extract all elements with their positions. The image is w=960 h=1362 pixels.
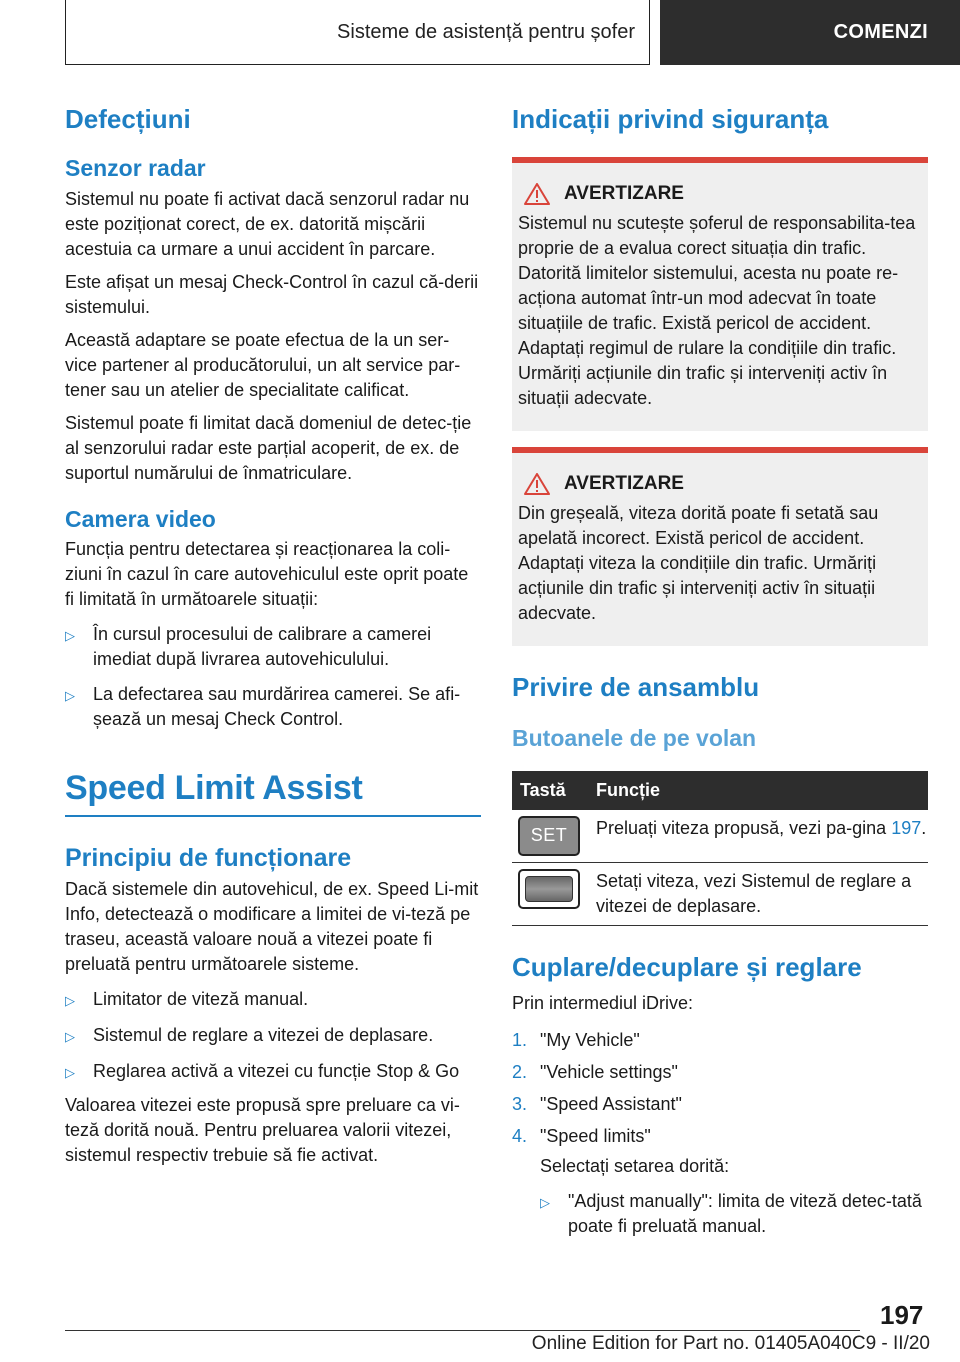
radar-paragraph-4: Sistemul poate fi limitat dacă domeniul de detec-ție al senzorului radar este parțial acoperit, de ex. de suportul numărului de înmatriculare. xyxy=(65,412,472,483)
list-item: 2. "Vehicle settings" xyxy=(512,1062,678,1083)
triangle-bullet-icon: ▷ xyxy=(65,628,75,644)
radar-heading: Senzor radar xyxy=(65,155,206,182)
list-item: 1. "My Vehicle" xyxy=(512,1030,640,1051)
list-item: ▷ Sistemul de reglare a vitezei de deplasare. xyxy=(65,1023,481,1049)
warning-triangle-icon xyxy=(524,183,550,205)
warning-header xyxy=(518,473,922,495)
list-item: ▷ La defectarea sau murdărirea camerei. Se afi-șează un mesaj Check Control. xyxy=(65,682,481,732)
page-link[interactable]: 197 xyxy=(891,817,922,838)
set-button-icon: SET xyxy=(518,816,580,856)
safety-heading: Indicații privind siguranța xyxy=(512,104,829,134)
warning-label: AVERTIZARE xyxy=(564,183,684,205)
warning-box xyxy=(512,447,928,646)
triangle-bullet-icon: ▷ xyxy=(540,1195,550,1211)
list-item: ▷ Limitator de viteză manual. xyxy=(65,987,481,1013)
table-header-key: Tastă xyxy=(512,771,588,810)
warning-box xyxy=(512,157,928,431)
right-column xyxy=(512,100,928,1239)
warning-text: Din greșeală, viteza dorită poate fi setată sau apelată incorect. Există pericol de accident. Adaptați viteza la condițiile din trafic. Urmăriți acțiunile din trafic și interveniți activ în situații adecvate. xyxy=(518,503,879,624)
table-row xyxy=(512,810,928,863)
warning-label: AVERTIZARE xyxy=(564,473,684,495)
principle-paragraph-2: Valoarea vitezei este propusă spre preluare ca vi-teză dorită nouă. Pentru preluarea valorii vitezei, sistemul respectiv trebuie să fie activat. xyxy=(65,1095,460,1166)
idrive-intro: Prin intermediul iDrive: xyxy=(512,993,694,1014)
list-item: 4. "Speed limits" xyxy=(512,1126,651,1147)
header-chapter-label: COMENZI xyxy=(833,21,928,43)
table-cell-function: Preluați viteza propusă, vezi pa-gina 197. xyxy=(588,810,928,863)
overview-heading: Privire de ansamblu xyxy=(512,672,760,703)
table-cell-function: Setați viteza, vezi Sistemul de reglare a vitezei de deplasare. xyxy=(588,862,928,925)
radar-paragraph-1: Sistemul nu poate fi activat dacă senzorul radar nu este poziționat corect, de ex. datorită mișcării acestuia ca urmare a unui accident în parcare. xyxy=(65,188,470,259)
buttons-heading: Butoanele de pe volan xyxy=(512,725,757,752)
left-column xyxy=(65,100,481,1168)
footer-edition: Online Edition for Part no. 01405A040C9 - II/20 xyxy=(531,1333,930,1354)
speed-limit-assist-heading: Speed Limit Assist xyxy=(65,769,363,808)
triangle-bullet-icon: ▷ xyxy=(65,688,75,704)
footer-rule xyxy=(65,1330,860,1331)
warning-text: Sistemul nu scutește șoferul de responsabilita-tea proprie de a evalua corect situația din trafic. Datorită limitelor sistemului, acesta nu poate re-acționa automat într-un mod adecvat în toate situațiile de trafic. Există pericol de accident. Adaptați regimul de rulare la condițiile din trafic. Urmăriți acțiunile din trafic și interveniți activ în situații adecvate. xyxy=(518,213,916,409)
page-number: 197 xyxy=(880,1300,924,1330)
triangle-bullet-icon: ▷ xyxy=(65,993,75,1009)
buttons-table xyxy=(512,771,928,926)
camera-heading: Camera video xyxy=(65,505,216,532)
list-item: ▷ Reglarea activă a vitezei cu funcție Stop & Go xyxy=(65,1059,481,1085)
list-item: ▷ "Adjust manually": limita de viteză detec-tată poate fi preluată manual. xyxy=(512,1189,928,1239)
header-chapter-tab xyxy=(660,0,960,65)
rocker-switch-icon xyxy=(518,869,580,909)
camera-paragraph: Funcția pentru detectarea și reacționarea la coli-ziuni în cazul în care autovehiculul este oprit poate fi limitată în următoarele situații: xyxy=(65,539,469,610)
triangle-bullet-icon: ▷ xyxy=(65,1065,75,1081)
list-item: ▷ În cursul procesului de calibrare a camerei imediat după livrarea autovehiculului. xyxy=(65,622,481,672)
radar-paragraph-3: Această adaptare se poate efectua de la un ser-vice partener al producătorului, un alt service par-tener sau un atelier de specialitate calificat. xyxy=(65,329,461,400)
principle-heading: Principiu de funcționare xyxy=(65,844,352,873)
select-setting-text: Selectați setarea dorită: xyxy=(540,1156,730,1177)
warning-header xyxy=(518,183,922,205)
table-header-row xyxy=(512,771,928,810)
header-section-label: Sisteme de asistență pentru șofer xyxy=(337,20,635,43)
heading-rule xyxy=(65,815,481,817)
list-item: 3. "Speed Assistant" xyxy=(512,1094,682,1115)
header-section-title xyxy=(65,0,650,65)
warning-triangle-icon xyxy=(524,473,550,495)
table-row xyxy=(512,862,928,925)
triangle-bullet-icon: ▷ xyxy=(65,1029,75,1045)
defects-heading: Defecțiuni xyxy=(65,104,191,134)
radar-paragraph-2: Este afișat un mesaj Check-Control în cazul că-derii sistemului. xyxy=(65,271,479,317)
coupling-heading: Cuplare/decuplare și reglare xyxy=(512,951,862,982)
principle-paragraph-1: Dacă sistemele din autovehicul, de ex. Speed Li-mit Info, detectează o modificare a limitei de vi-teză pe traseu, această valoare nouă a vitezei poate fi preluată pentru următoarele sisteme. xyxy=(65,879,479,975)
table-header-function: Funcție xyxy=(588,771,928,810)
